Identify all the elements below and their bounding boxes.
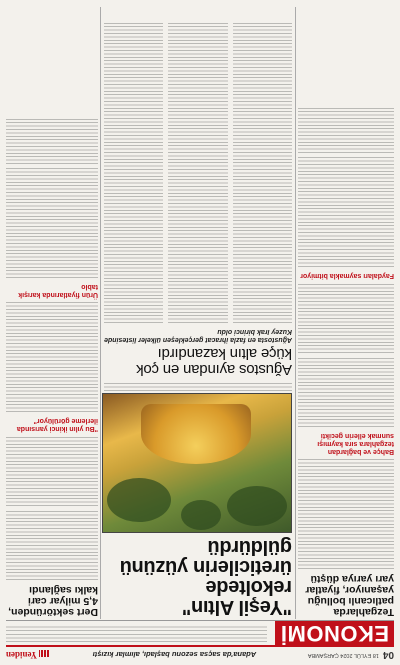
main-subheadline: Ağustos ayından en çok küçe altın kazandırdı [136, 345, 292, 378]
right-article-headline: Dert sektöründen, 4,5 milyar cari kalkı sağlandı [8, 584, 98, 618]
column-rule-right [100, 7, 101, 619]
hazelnut-photo [102, 393, 292, 533]
photo-leaf [181, 500, 221, 530]
logo-text: Yeniden [6, 650, 38, 660]
page-number: 04 [382, 649, 394, 661]
main-article [104, 7, 292, 619]
column-rule-left [295, 7, 296, 619]
masthead-logo [6, 650, 49, 660]
left-column-article [298, 7, 394, 619]
left-red-subheading: Bahçe ve bağlardan tezgahlara sıra kaymışı sunmak ellerin gecikti [317, 432, 394, 455]
photo-caption [104, 381, 292, 391]
main-body-columns [104, 23, 292, 323]
right-body-text [6, 168, 98, 278]
main-body-column [104, 23, 163, 323]
left-article-headline: Tezgahlarda patlıcanlı bolluğu yaşanıyor, fiyatlar yarı yarıya düştü [305, 573, 394, 618]
left-body-text [298, 459, 394, 569]
right-red-subheading-2: Ürün fiyatlarında karışık tablo [18, 283, 98, 298]
page-header-bar [6, 649, 394, 661]
right-body-text [6, 436, 98, 506]
left-body-text [298, 107, 394, 153]
photo-leaf [227, 486, 287, 526]
main-headline: "Yeşil Altın" rekoltede üreticilerin yüzünü güldürdü [119, 536, 292, 618]
section-label: EKONOMİ [275, 621, 394, 645]
section-band [6, 620, 394, 647]
main-body-column [233, 23, 292, 323]
header-strapline: Adana'da saçsa sezonu başladı, alımlar kızıştı [92, 650, 257, 660]
photo-hazelnut-pile [141, 404, 251, 464]
left-body-text [298, 283, 394, 353]
left-red-subheading-2: Faydaları saymakla bitmiyor [300, 272, 394, 279]
photo-leaf [107, 478, 171, 522]
main-body-column [168, 23, 227, 323]
logo-bars-icon [39, 650, 49, 657]
right-column-article [6, 7, 98, 619]
left-body-text [298, 357, 394, 427]
right-body-text [6, 510, 98, 580]
right-body-text [6, 118, 98, 164]
section-rail-text [6, 624, 267, 642]
main-deck: Ağustosta en fazla ihracat gerçekleşen ülkeler listesinde Kuzey Irak birinci oldu [104, 328, 292, 343]
date-line: 18 EYLÜL 2024 ÇARŞAMBA [307, 652, 379, 658]
left-body-text [298, 157, 394, 267]
right-body-text [6, 302, 98, 412]
right-red-subheading: "Bu yılın ikinci yarısında ilerleme görülüyor" [16, 417, 98, 432]
